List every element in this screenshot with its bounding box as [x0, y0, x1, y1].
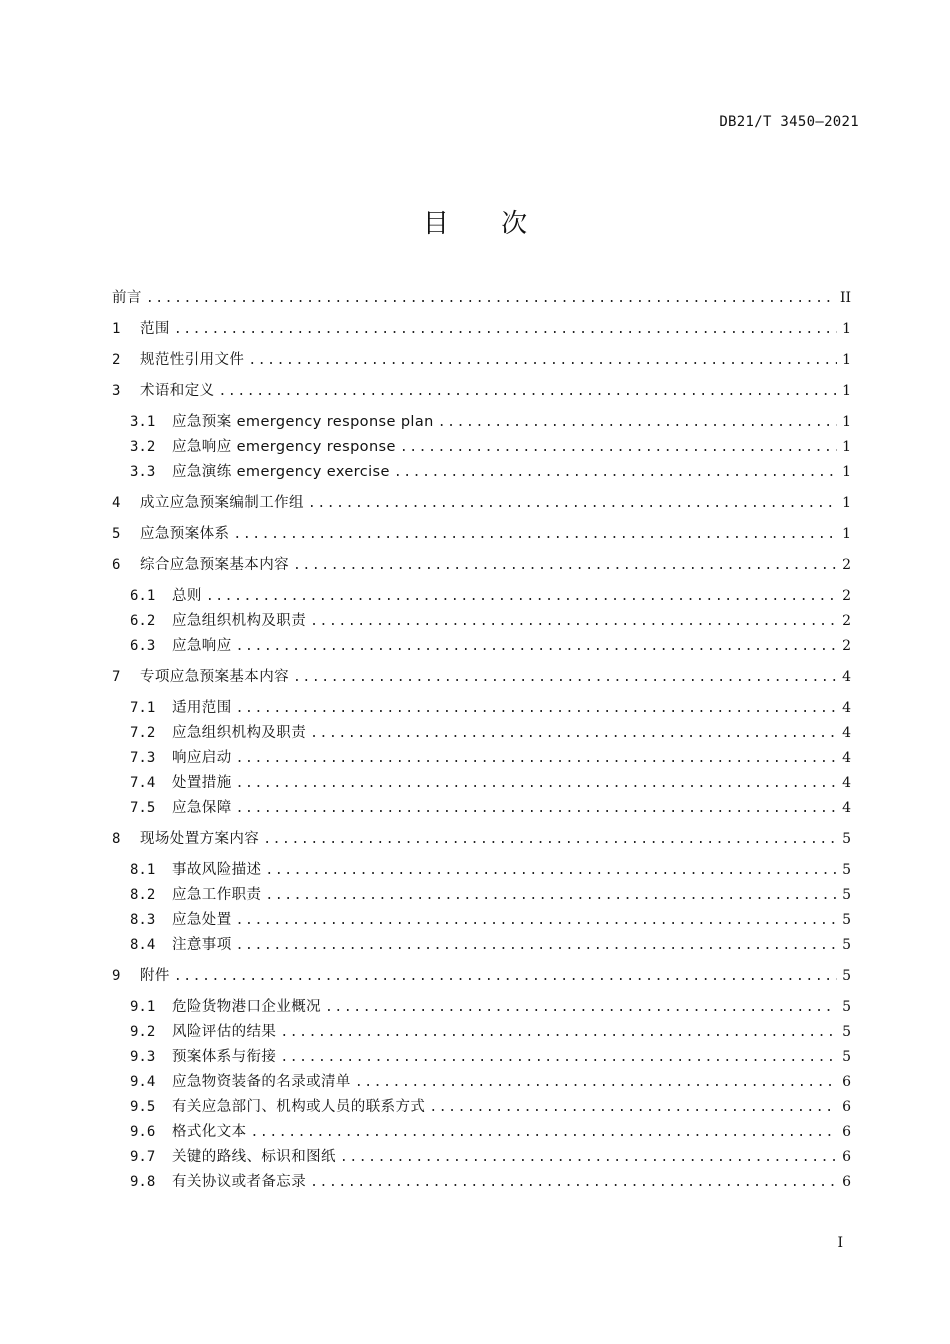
toc-entry-label: 应急响应 emergency response	[172, 439, 396, 455]
toc-leader-dots	[355, 1072, 837, 1094]
toc-entry-page: 5	[842, 999, 851, 1015]
toc-entry[interactable]	[130, 1046, 851, 1068]
toc-leader-dots	[310, 611, 837, 633]
toc-leader-dots	[248, 350, 837, 372]
toc-entry-page: 5	[842, 912, 851, 928]
toc-entry-label: 应急处置	[172, 912, 232, 928]
toc-entry[interactable]	[130, 1021, 851, 1043]
toc-entry-label: 附件	[140, 968, 170, 984]
toc-entry-page: 5	[842, 831, 851, 847]
toc-entry-number: 7.4	[130, 775, 156, 791]
toc-entry-page: 1	[842, 414, 851, 430]
page-number: I	[837, 1235, 843, 1251]
toc-entry-page: 5	[842, 937, 851, 953]
toc-entry-label: 现场处置方案内容	[140, 831, 260, 847]
toc-entry-page: 6	[842, 1149, 851, 1165]
toc-entry-label: 处置措施	[172, 775, 232, 791]
toc-entry-number: 3.2	[130, 439, 156, 455]
toc-entry-number: 7.1	[130, 700, 156, 716]
toc-entry-page: 1	[842, 495, 851, 511]
toc-entry-label: 应急组织机构及职责	[172, 613, 307, 629]
toc-entry-label: 有关应急部门、机构或人员的联系方式	[172, 1099, 426, 1115]
toc-entry[interactable]	[130, 797, 851, 819]
toc-entry-label: 风险评估的结果	[172, 1024, 277, 1040]
toc-entry-page: 1	[842, 439, 851, 455]
toc-entry[interactable]	[130, 461, 851, 483]
toc-entry[interactable]	[112, 492, 851, 514]
toc-entry[interactable]	[112, 828, 851, 850]
toc-entry[interactable]	[130, 772, 851, 794]
toc-leader-dots	[310, 723, 837, 745]
toc-leader-dots	[233, 524, 837, 546]
toc-entry-page: 5	[842, 1024, 851, 1040]
toc-entry-label: 综合应急预案基本内容	[140, 557, 289, 573]
toc-entry-label: 应急响应	[172, 638, 232, 654]
toc-entry-label: 规范性引用文件	[140, 352, 245, 368]
toc-entry-label: 总则	[172, 588, 202, 604]
toc-leader-dots	[206, 586, 837, 608]
toc-leader-dots	[263, 829, 837, 851]
toc-entry[interactable]	[130, 747, 851, 769]
toc-entry[interactable]	[112, 523, 851, 545]
toc-entry-label: 成立应急预案编制工作组	[140, 495, 304, 511]
toc-entry-page: 2	[842, 638, 851, 654]
toc-entry-page: 4	[842, 700, 851, 716]
toc-entry-page: 6	[842, 1099, 851, 1115]
toc-entry-number: 6.2	[130, 613, 156, 629]
toc-leader-dots	[293, 667, 837, 689]
toc-entry-number: 9.8	[130, 1174, 156, 1190]
toc-leader-dots	[236, 935, 837, 957]
toc-entry-number: 8.2	[130, 887, 156, 903]
toc-entry-number: 6.3	[130, 638, 156, 654]
toc-entry-page: 6	[842, 1174, 851, 1190]
toc-entry-label: 专项应急预案基本内容	[140, 669, 289, 685]
toc-leader-dots	[236, 798, 837, 820]
toc-entry[interactable]	[130, 996, 851, 1018]
toc-entry[interactable]	[130, 909, 851, 931]
toc-entry-label: 应急演练 emergency exercise	[172, 464, 390, 480]
toc-entry-number: 7.3	[130, 750, 156, 766]
toc-entry-number: 9.6	[130, 1124, 156, 1140]
toc-entry-label: 响应启动	[172, 750, 232, 766]
toc-entry[interactable]	[130, 411, 851, 433]
toc-entry[interactable]	[130, 859, 851, 881]
toc-leader-dots	[251, 1122, 838, 1144]
toc-entry-number: 9.7	[130, 1149, 156, 1165]
toc-leader-dots	[394, 462, 837, 484]
toc-leader-dots	[236, 910, 837, 932]
toc-leader-dots	[308, 493, 837, 515]
toc-entry[interactable]	[112, 666, 851, 688]
toc-entry-number: 9.5	[130, 1099, 156, 1115]
toc-leader-dots	[340, 1147, 837, 1169]
toc-entry-number: 8	[112, 831, 121, 847]
toc-entry-number: 9.4	[130, 1074, 156, 1090]
toc-leader-dots	[429, 1097, 837, 1119]
toc-entry-page: 5	[842, 862, 851, 878]
toc-leader-dots	[400, 437, 837, 459]
toc-entry-label: 格式化文本	[172, 1124, 247, 1140]
toc-leader-dots	[438, 412, 837, 434]
toc-entry-label: 术语和定义	[140, 383, 215, 399]
toc-entry[interactable]	[130, 884, 851, 906]
toc-entry-page: 2	[842, 613, 851, 629]
toc-entry-page: 4	[842, 669, 851, 685]
toc-leader-dots	[174, 319, 837, 341]
toc-entry[interactable]	[112, 318, 851, 340]
toc-entry-label: 有关协议或者备忘录	[172, 1174, 307, 1190]
toc-leader-dots	[236, 773, 837, 795]
toc-entry-label: 应急物资装备的名录或清单	[172, 1074, 351, 1090]
toc-leader-dots	[280, 1047, 837, 1069]
document-code: DB21/T 3450—2021	[719, 114, 859, 130]
toc-leader-dots	[219, 381, 838, 403]
toc-entry-number: 7.2	[130, 725, 156, 741]
toc-entry-number: 9.1	[130, 999, 156, 1015]
toc-leader-dots	[325, 997, 837, 1019]
toc-entry[interactable]	[130, 610, 851, 632]
toc-entry-page: 5	[842, 887, 851, 903]
toc-entry-number: 3	[112, 383, 121, 399]
toc-entry-number: 8.1	[130, 862, 156, 878]
toc-entry-number: 6	[112, 557, 121, 573]
toc-leader-dots	[174, 966, 837, 988]
toc-leader-dots	[265, 860, 837, 882]
toc-entry-label: 应急预案体系	[140, 526, 230, 542]
toc-leader-dots	[280, 1022, 837, 1044]
toc-entry-number: 9.3	[130, 1049, 156, 1065]
toc-entry-page: 1	[842, 464, 851, 480]
toc-entry[interactable]	[130, 635, 851, 657]
toc-entry[interactable]	[130, 934, 851, 956]
toc-entry-number: 4	[112, 495, 121, 511]
toc-entry[interactable]	[130, 1121, 851, 1143]
toc-entry[interactable]	[112, 554, 851, 576]
toc-entry-page: 1	[842, 352, 851, 368]
toc-entry-page: 4	[842, 775, 851, 791]
toc-entry-label: 预案体系与衔接	[172, 1049, 277, 1065]
toc-entry-page: 4	[842, 750, 851, 766]
toc-entry-label: 危险货物港口企业概况	[172, 999, 321, 1015]
toc-leader-dots	[146, 288, 837, 310]
toc-entry-page: II	[839, 290, 851, 306]
toc-entry[interactable]	[130, 697, 851, 719]
toc-entry-label: 应急工作职责	[172, 887, 262, 903]
toc-leader-dots	[236, 748, 837, 770]
toc-entry[interactable]	[130, 1071, 851, 1093]
toc-entry-page: 1	[842, 526, 851, 542]
toc-entry-label: 适用范围	[172, 700, 232, 716]
toc-entry[interactable]	[112, 965, 851, 987]
toc-entry-number: 7	[112, 669, 121, 685]
toc-entry[interactable]	[112, 349, 851, 371]
toc-entry-number: 7.5	[130, 800, 156, 816]
toc-entry-page: 5	[842, 1049, 851, 1065]
toc-leader-dots	[236, 636, 837, 658]
toc-leader-dots	[236, 698, 837, 720]
toc-entry[interactable]	[130, 1146, 851, 1168]
toc-entry-page: 1	[842, 321, 851, 337]
toc-entry-label: 应急组织机构及职责	[172, 725, 307, 741]
toc-entry-number: 2	[112, 352, 121, 368]
toc-entry[interactable]	[130, 1171, 851, 1193]
toc-entry-number: 6.1	[130, 588, 156, 604]
toc-leader-dots	[265, 885, 837, 907]
toc-entry-page: 6	[842, 1074, 851, 1090]
toc-entry-number: 3.3	[130, 464, 156, 480]
toc-entry-number: 1	[112, 321, 121, 337]
toc-entry-page: 2	[842, 588, 851, 604]
toc-entry[interactable]	[130, 1096, 851, 1118]
toc-entry-label: 范围	[140, 321, 170, 337]
toc-entry[interactable]	[112, 380, 851, 402]
toc-entry-number: 8.4	[130, 937, 156, 953]
toc-entry-label: 应急预案 emergency response plan	[172, 414, 434, 430]
toc-entry[interactable]	[130, 585, 851, 607]
toc-leader-dots	[293, 555, 837, 577]
toc-entry-number: 9	[112, 968, 121, 984]
toc-entry-label: 应急保障	[172, 800, 232, 816]
toc-entry-number: 5	[112, 526, 121, 542]
toc-entry-label: 关键的路线、标识和图纸	[172, 1149, 336, 1165]
toc-entry-label: 注意事项	[172, 937, 232, 953]
toc-entry-page: 4	[842, 800, 851, 816]
toc-leader-dots	[310, 1172, 837, 1194]
toc-entry-page: 6	[842, 1124, 851, 1140]
toc-entry-label: 事故风险描述	[172, 862, 262, 878]
toc-entry-page: 2	[842, 557, 851, 573]
toc-entry-number: 9.2	[130, 1024, 156, 1040]
toc-entry[interactable]	[112, 287, 851, 309]
toc-entry[interactable]	[130, 722, 851, 744]
toc-entry-number: 8.3	[130, 912, 156, 928]
toc-entry-number: 3.1	[130, 414, 156, 430]
toc-entry-label: 前言	[112, 290, 142, 306]
toc-entry-page: 5	[842, 968, 851, 984]
toc-entry-page: 1	[842, 383, 851, 399]
toc-entry-page: 4	[842, 725, 851, 741]
toc-title: 目 次	[422, 209, 550, 239]
toc-entry[interactable]	[130, 436, 851, 458]
